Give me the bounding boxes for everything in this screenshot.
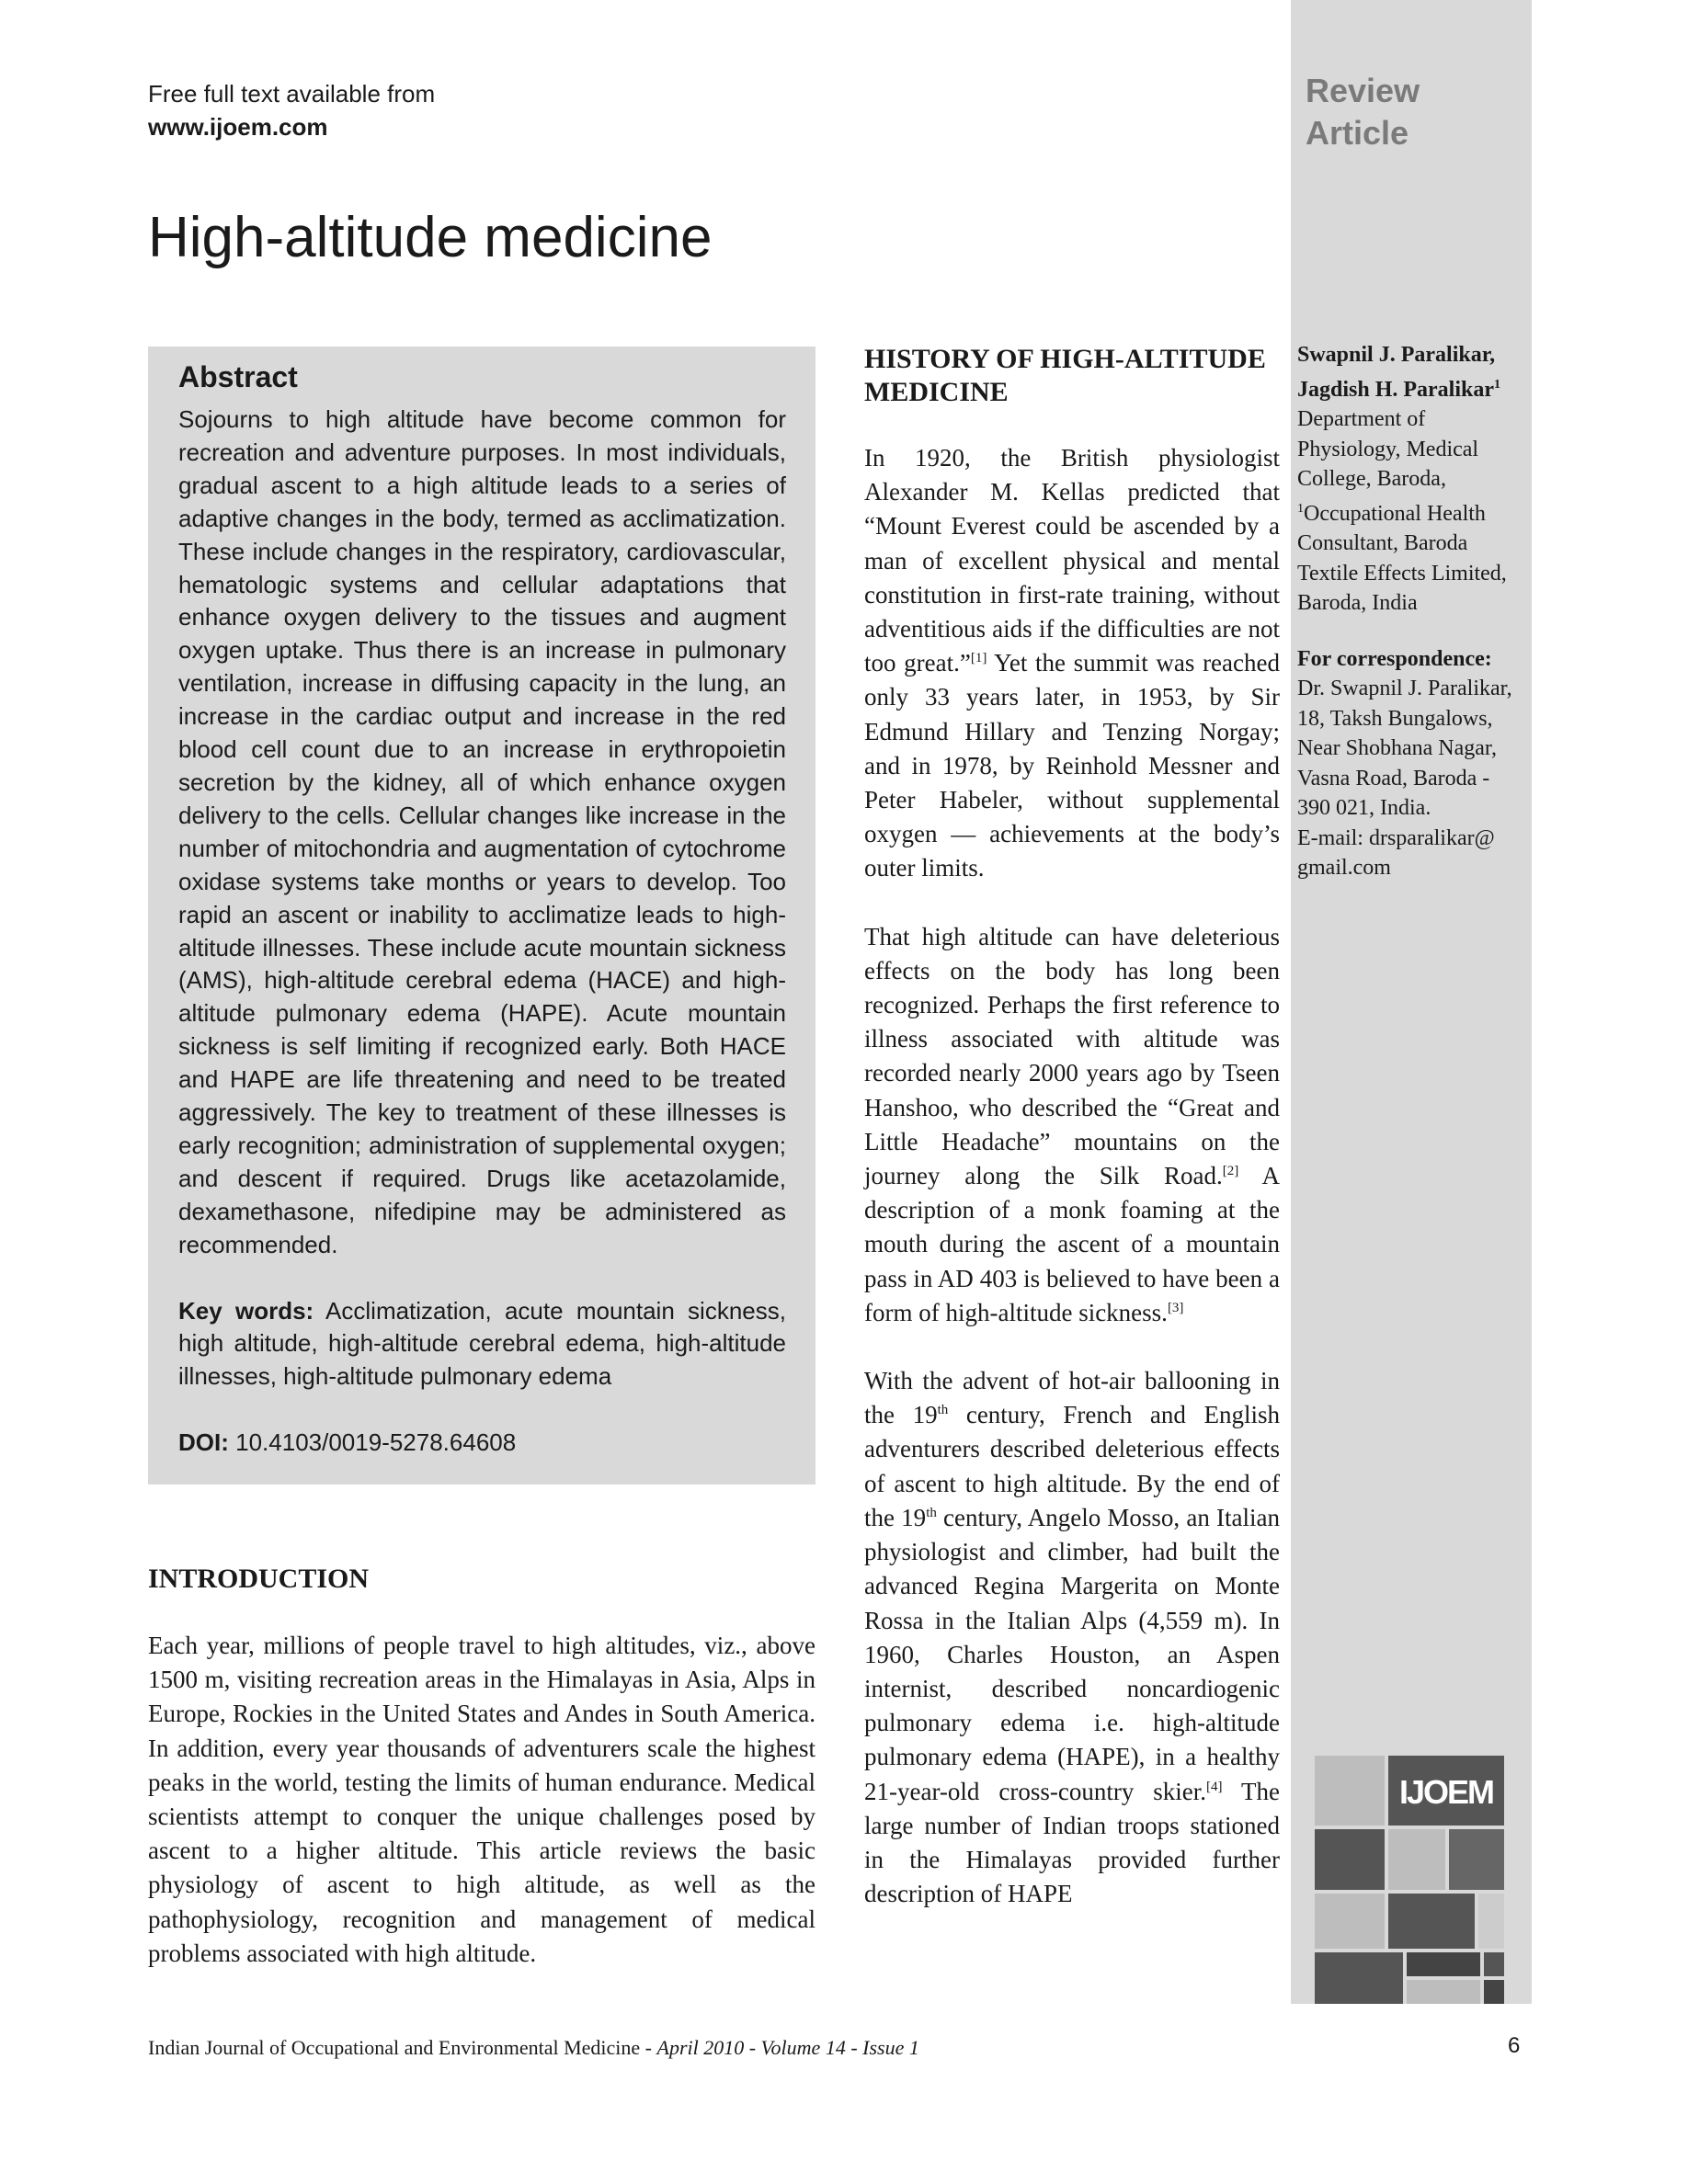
history-paragraph-1 [864, 441, 1280, 886]
occupational-sup: 1 [1297, 501, 1304, 516]
correspondence-title: For correspondence: [1297, 646, 1492, 671]
abstract-heading: Abstract [178, 360, 298, 393]
doi-value[interactable]: 10.4103/0019-5278.64608 [235, 1428, 517, 1457]
history-p3-text-a: With the advent of hot-air ballooning in the 19 [864, 1367, 1280, 1429]
abstract-text: Sojourns to high altitude have become common for recreation and adventure purposes. In most individuals, gradual ascent to a high altitude leads to a series of adaptive changes in the body, termed as acclimatization. These include changes in the respiratory, cardiovascular, hematologic systems and cellular adaptations that enhance oxygen delivery to the tissues and augment oxygen uptake. Thus there is an increase in pulmonary ventilation, increase in diffusing capacity in the lung, an increase in the cardiac output and increase in the red blood cell count due to an increase in erythropoietin secretion by the kidney, all of which enhance oxygen delivery to the cells. Cellular changes like increase in the number of mitochondria and augmentation of cytochrome oxidase systems take months or years to develop. Too rapid an ascent or inability to acclimatize leads to high-altitude illnesses. These include acute mountain sickness (AMS), high-altitude cerebral edema (HACE) and high-altitude pulmonary edema (HAPE). Acute mountain sickness is self limiting if recognized early. Both HACE and HAPE are life threatening and need to be treated aggressively. The key to treatment of these illnesses is early recognition; administration of supplemental oxygen; and descent if required. Drugs like acetazolamide, dexamethasone, nifedipine may be administered as recommended. [178, 405, 786, 1258]
availability-note [148, 77, 435, 143]
article-title: High-altitude medicine [148, 206, 713, 269]
history-body [864, 441, 1280, 1945]
footer [148, 2034, 1527, 2062]
history-paragraph-3 [864, 1364, 1280, 1911]
article-type-label: Review Article [1306, 72, 1420, 152]
logo-text: IJOEM [1398, 1773, 1494, 1811]
history-p3-text-c: century, Angelo Mosso, an Italian physiologist and climber, had built the advanced Regina Margerita on Monte Rossa in the Italian Alps (4,559 m). In 1960, Charles Houston, an Aspen internist, described noncardiogenic pulmonary edema i.e. high-altitude pulmonary edema (HAPE), in a healthy 21-year-old cross-country skier. [864, 1503, 1280, 1805]
reference-3[interactable]: [3] [1167, 1300, 1184, 1315]
issue-info: April 2010 - Volume 14 - Issue 1 [656, 2036, 919, 2059]
ordinal-suffix: th [926, 1505, 937, 1520]
journal-name: Indian Journal of Occupational and Environmental Medicine - [148, 2036, 657, 2059]
author-2-name: Jagdish H. Paralikar [1297, 377, 1495, 402]
author-2 [1297, 370, 1527, 405]
reference-4[interactable]: [4] [1206, 1779, 1223, 1794]
introduction-paragraph: Each year, millions of people travel to high altitudes, viz., above 1500 m, visiting recreation areas in the Himalayas in Asia, Alps in Europe, Rockies in the United States and Andes in South America. In addition, every year thousands of adventurers scale the highest peaks in the world, testing the limits of human endurance. Medical scientists attempt to conquer the unique challenges posed by ascent to a higher altitude. This article reviews the basic physiology of ascent to high altitude, as well as the pathophysiology, recognition and management of medical problems associated with high altitude. [148, 1632, 815, 1967]
keywords [178, 1295, 786, 1393]
reference-2[interactable]: [2] [1222, 1164, 1239, 1179]
journal-url-link[interactable]: www.ijoem.com [148, 113, 328, 141]
history-p2-text-b: A description of a monk foaming at the mouth during the ascent of a mountain pass in AD 403 is believed to have been a form of high-altitude sickness. [864, 1162, 1280, 1326]
ijoem-logo-icon [1315, 1756, 1504, 2004]
free-text: Free full text available from [148, 80, 436, 108]
page-number: 6 [1508, 2033, 1521, 2058]
introduction-heading: INTRODUCTION [148, 1564, 370, 1594]
correspondence-name: Dr. Swapnil J. Paralikar, [1297, 677, 1512, 700]
author-1: Swapnil J. Paralikar, [1297, 343, 1496, 367]
keywords-text: Acclimatization, acute mountain sickness, high altitude, high-altitude cerebral edema, high-altitude illnesses, high-altitude pulmonary edema [178, 1296, 786, 1390]
keywords-label: Key words: [178, 1296, 314, 1325]
correspondence-email[interactable]: E-mail: drsparalikar@ gmail.com [1297, 825, 1495, 880]
history-p2-text-a: That high altitude can have deleterious effects on the body has long been recognized. Perhaps the first reference to illness associated with altitude was recorded nearly 2000 years ago by Tseen Hanshoo, who described the “Great and Little Headache” mountains on the journey along the Silk Road. [864, 922, 1280, 1190]
sidebar-band [1291, 0, 1532, 2004]
doi [178, 1426, 786, 1459]
history-heading: HISTORY OF HIGH-ALTITUDE MEDICINE [864, 344, 1266, 407]
introduction-body [148, 1629, 815, 2005]
reference-1[interactable]: [1] [970, 651, 987, 666]
doi-label: DOI: [178, 1428, 229, 1457]
department: Department of Physiology, Medical College, Baroda, [1297, 407, 1479, 491]
ordinal-suffix: th [937, 1403, 949, 1418]
abstract-box [148, 347, 815, 1484]
occupational-affiliation: Occupational Health Consultant, Baroda Textile Effects Limited, Baroda, India [1297, 501, 1507, 615]
author-2-sup: 1 [1494, 377, 1501, 392]
history-p3-text-d: The large number of Indian troops stationed in the Himalayas provided further description of HAPE [864, 1777, 1280, 1908]
history-paragraph-2 [864, 920, 1280, 1330]
history-p1-text-a: In 1920, the British physiologist Alexander M. Kellas predicted that “Mount Everest could be ascended by a man of excellent physical and mental constitution in first-rate training, without adventitious aids if the difficulties are not too great.” [864, 444, 1280, 677]
history-p1-text-b: Yet the summit was reached only 33 years later, in 1953, by Sir Edmund Hillary and Tenzing Norgay; and in 1978, by Reinhold Messner and Peter Habeler, without supplemental oxygen — achievements at the body’s outer limits. [864, 649, 1280, 882]
author-affiliation [1297, 340, 1527, 883]
history-p3-text-b: century, French and English adventurers described deleterious effects of ascent to high altitude. By the end of the 19 [864, 1401, 1280, 1531]
correspondence-address: 18, Taksh Bungalows, Near Shobhana Nagar, Vasna Road, Baroda - 390 021, India. [1297, 706, 1497, 820]
